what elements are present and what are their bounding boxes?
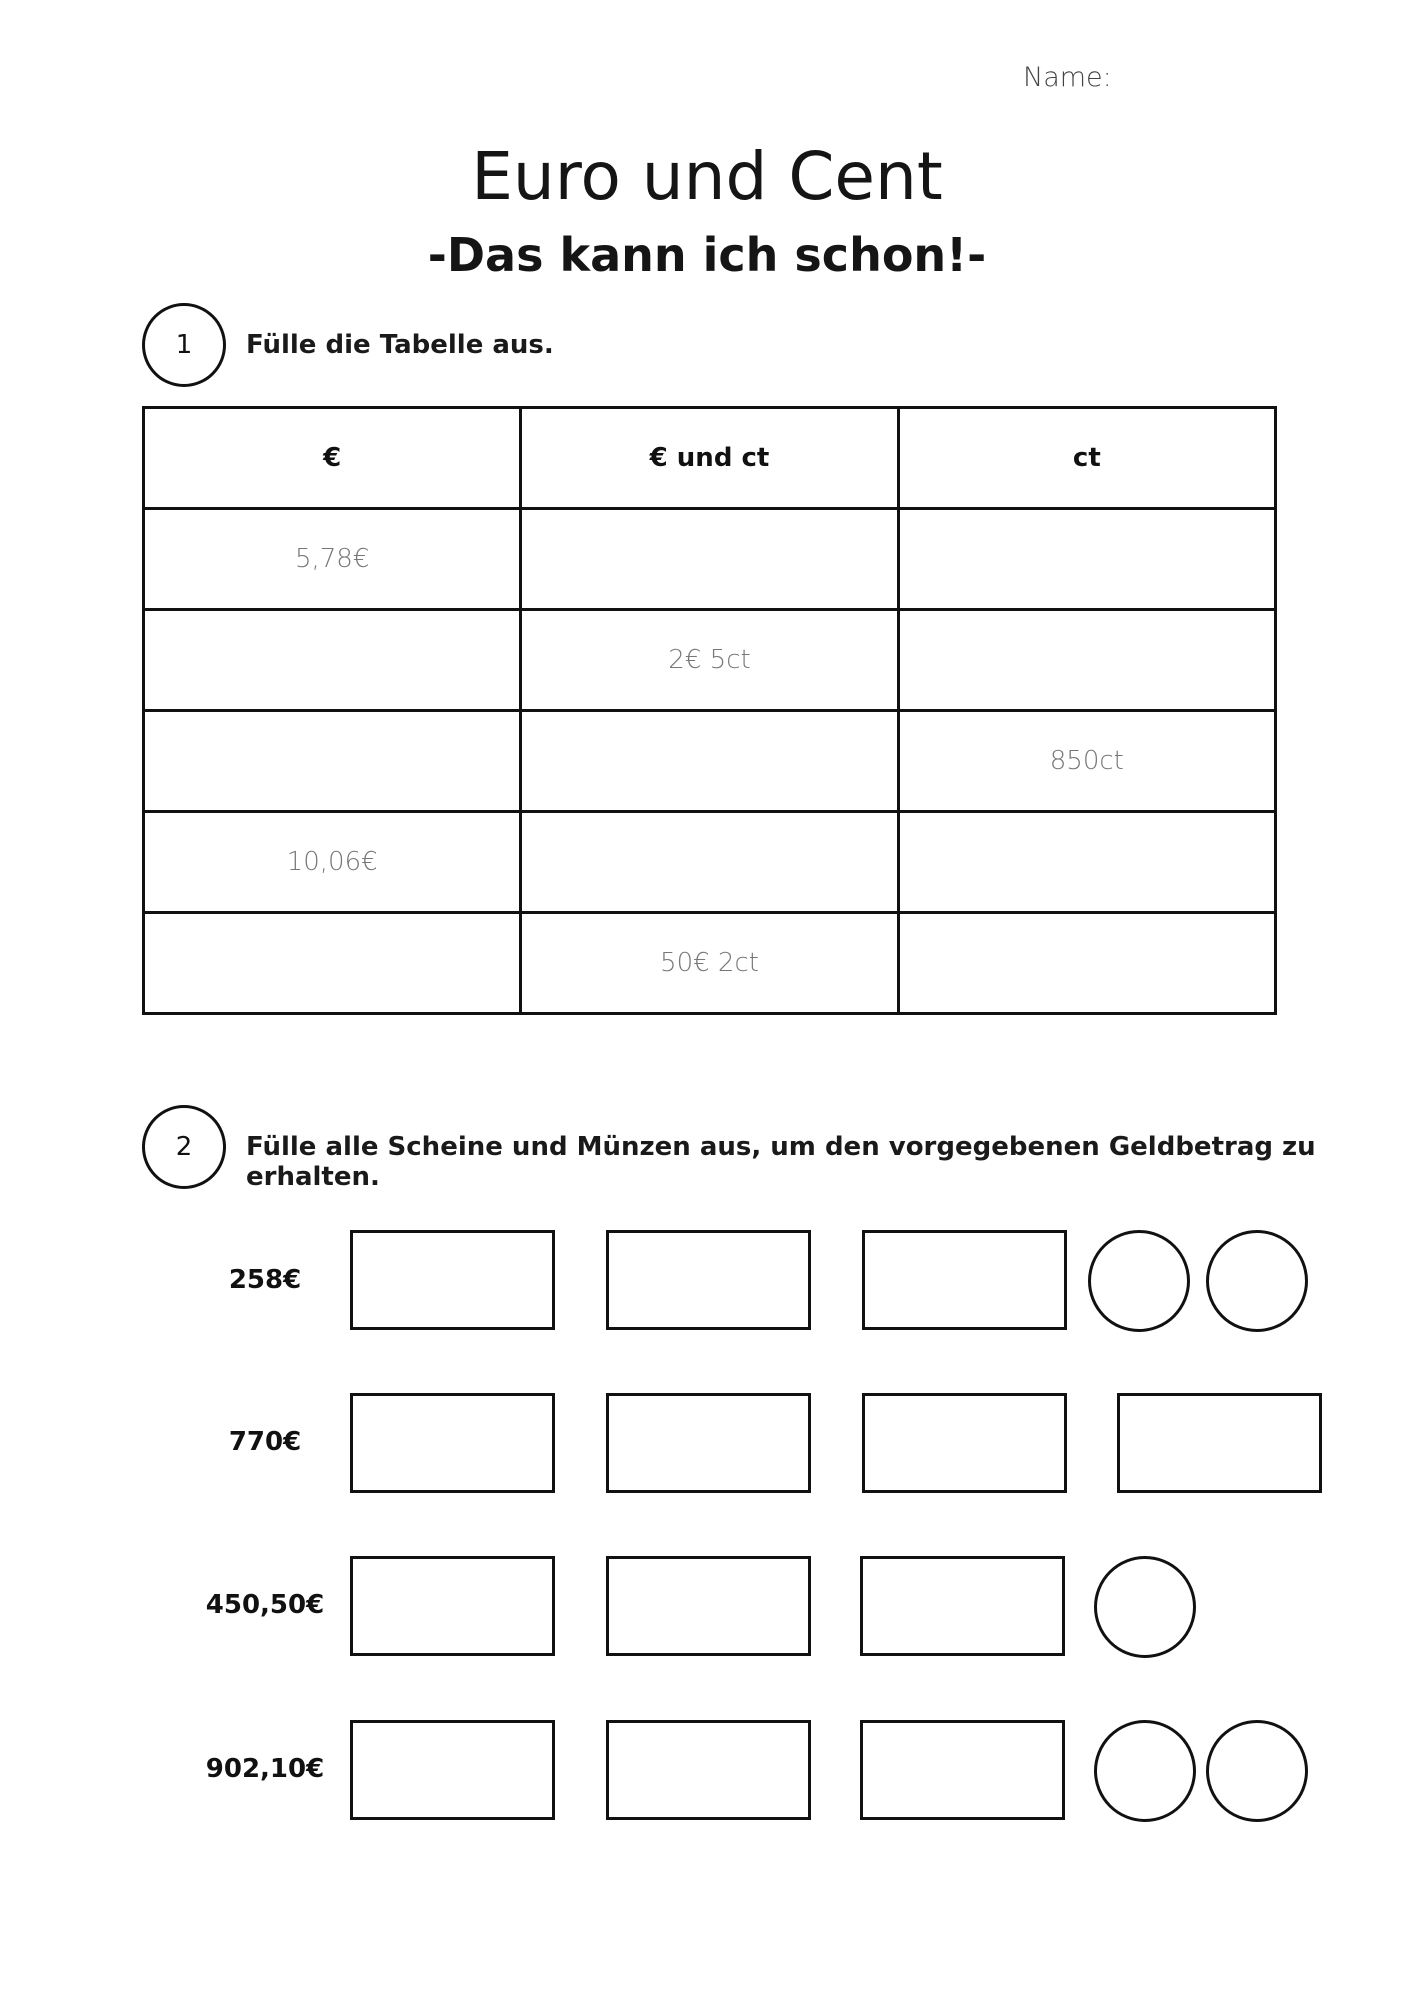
table-row (144, 913, 1276, 1014)
money-amount: 258€ (228, 1265, 302, 1295)
table-cell[interactable] (521, 711, 898, 812)
banknote-box[interactable] (862, 1393, 1067, 1493)
coin-circle[interactable] (1094, 1720, 1196, 1822)
table-cell[interactable] (144, 711, 521, 812)
table-cell[interactable]: 2€ 5ct (521, 610, 898, 711)
task1-number-badge (142, 303, 226, 387)
name-label: Name: (1023, 62, 1112, 93)
table-cell[interactable] (898, 509, 1275, 610)
table-cell[interactable] (521, 509, 898, 610)
table-header-row (144, 408, 1276, 509)
banknote-box[interactable] (862, 1230, 1067, 1330)
task1-instruction: Fülle die Tabelle aus. (246, 330, 554, 360)
banknote-box[interactable] (350, 1556, 555, 1656)
table-cell[interactable] (144, 610, 521, 711)
task2-number-badge (142, 1105, 226, 1189)
banknote-box[interactable] (606, 1230, 811, 1330)
table-row (144, 812, 1276, 913)
table-row (144, 711, 1276, 812)
conversion-table (142, 406, 1277, 1015)
table-cell[interactable]: 850ct (898, 711, 1275, 812)
coin-circle[interactable] (1206, 1230, 1308, 1332)
page-subtitle: -Das kann ich schon!- (427, 228, 987, 282)
banknote-box[interactable] (606, 1393, 811, 1493)
banknote-box[interactable] (606, 1556, 811, 1656)
coin-circle[interactable] (1094, 1556, 1196, 1658)
column-header-euro: € (144, 408, 521, 509)
table-cell[interactable] (898, 812, 1275, 913)
banknote-box[interactable] (350, 1720, 555, 1820)
table-cell[interactable] (898, 913, 1275, 1014)
banknote-box[interactable] (860, 1556, 1065, 1656)
money-amount: 450,50€ (205, 1590, 325, 1620)
task2-instruction: Fülle alle Scheine und Münzen aus, um den vorgegebenen Geldbetrag zu erhalten. (246, 1132, 1316, 1192)
table-cell[interactable]: 5,78€ (144, 509, 521, 610)
table-cell[interactable] (521, 812, 898, 913)
money-amount: 770€ (228, 1427, 302, 1457)
table-row (144, 509, 1276, 610)
column-header-cent: ct (898, 408, 1275, 509)
banknote-box[interactable] (606, 1720, 811, 1820)
table-row (144, 610, 1276, 711)
task2-number: 2 (175, 1132, 193, 1162)
table-cell[interactable]: 10,06€ (144, 812, 521, 913)
banknote-box[interactable] (350, 1230, 555, 1330)
coin-circle[interactable] (1088, 1230, 1190, 1332)
task1-number: 1 (175, 330, 193, 360)
coin-circle[interactable] (1206, 1720, 1308, 1822)
table-cell[interactable]: 50€ 2ct (521, 913, 898, 1014)
banknote-box[interactable] (860, 1720, 1065, 1820)
column-header-euro-cent: € und ct (521, 408, 898, 509)
money-amount: 902,10€ (205, 1754, 325, 1784)
banknote-box[interactable] (1117, 1393, 1322, 1493)
table-cell[interactable] (898, 610, 1275, 711)
page-title: Euro und Cent (471, 138, 943, 215)
table-cell[interactable] (144, 913, 521, 1014)
banknote-box[interactable] (350, 1393, 555, 1493)
